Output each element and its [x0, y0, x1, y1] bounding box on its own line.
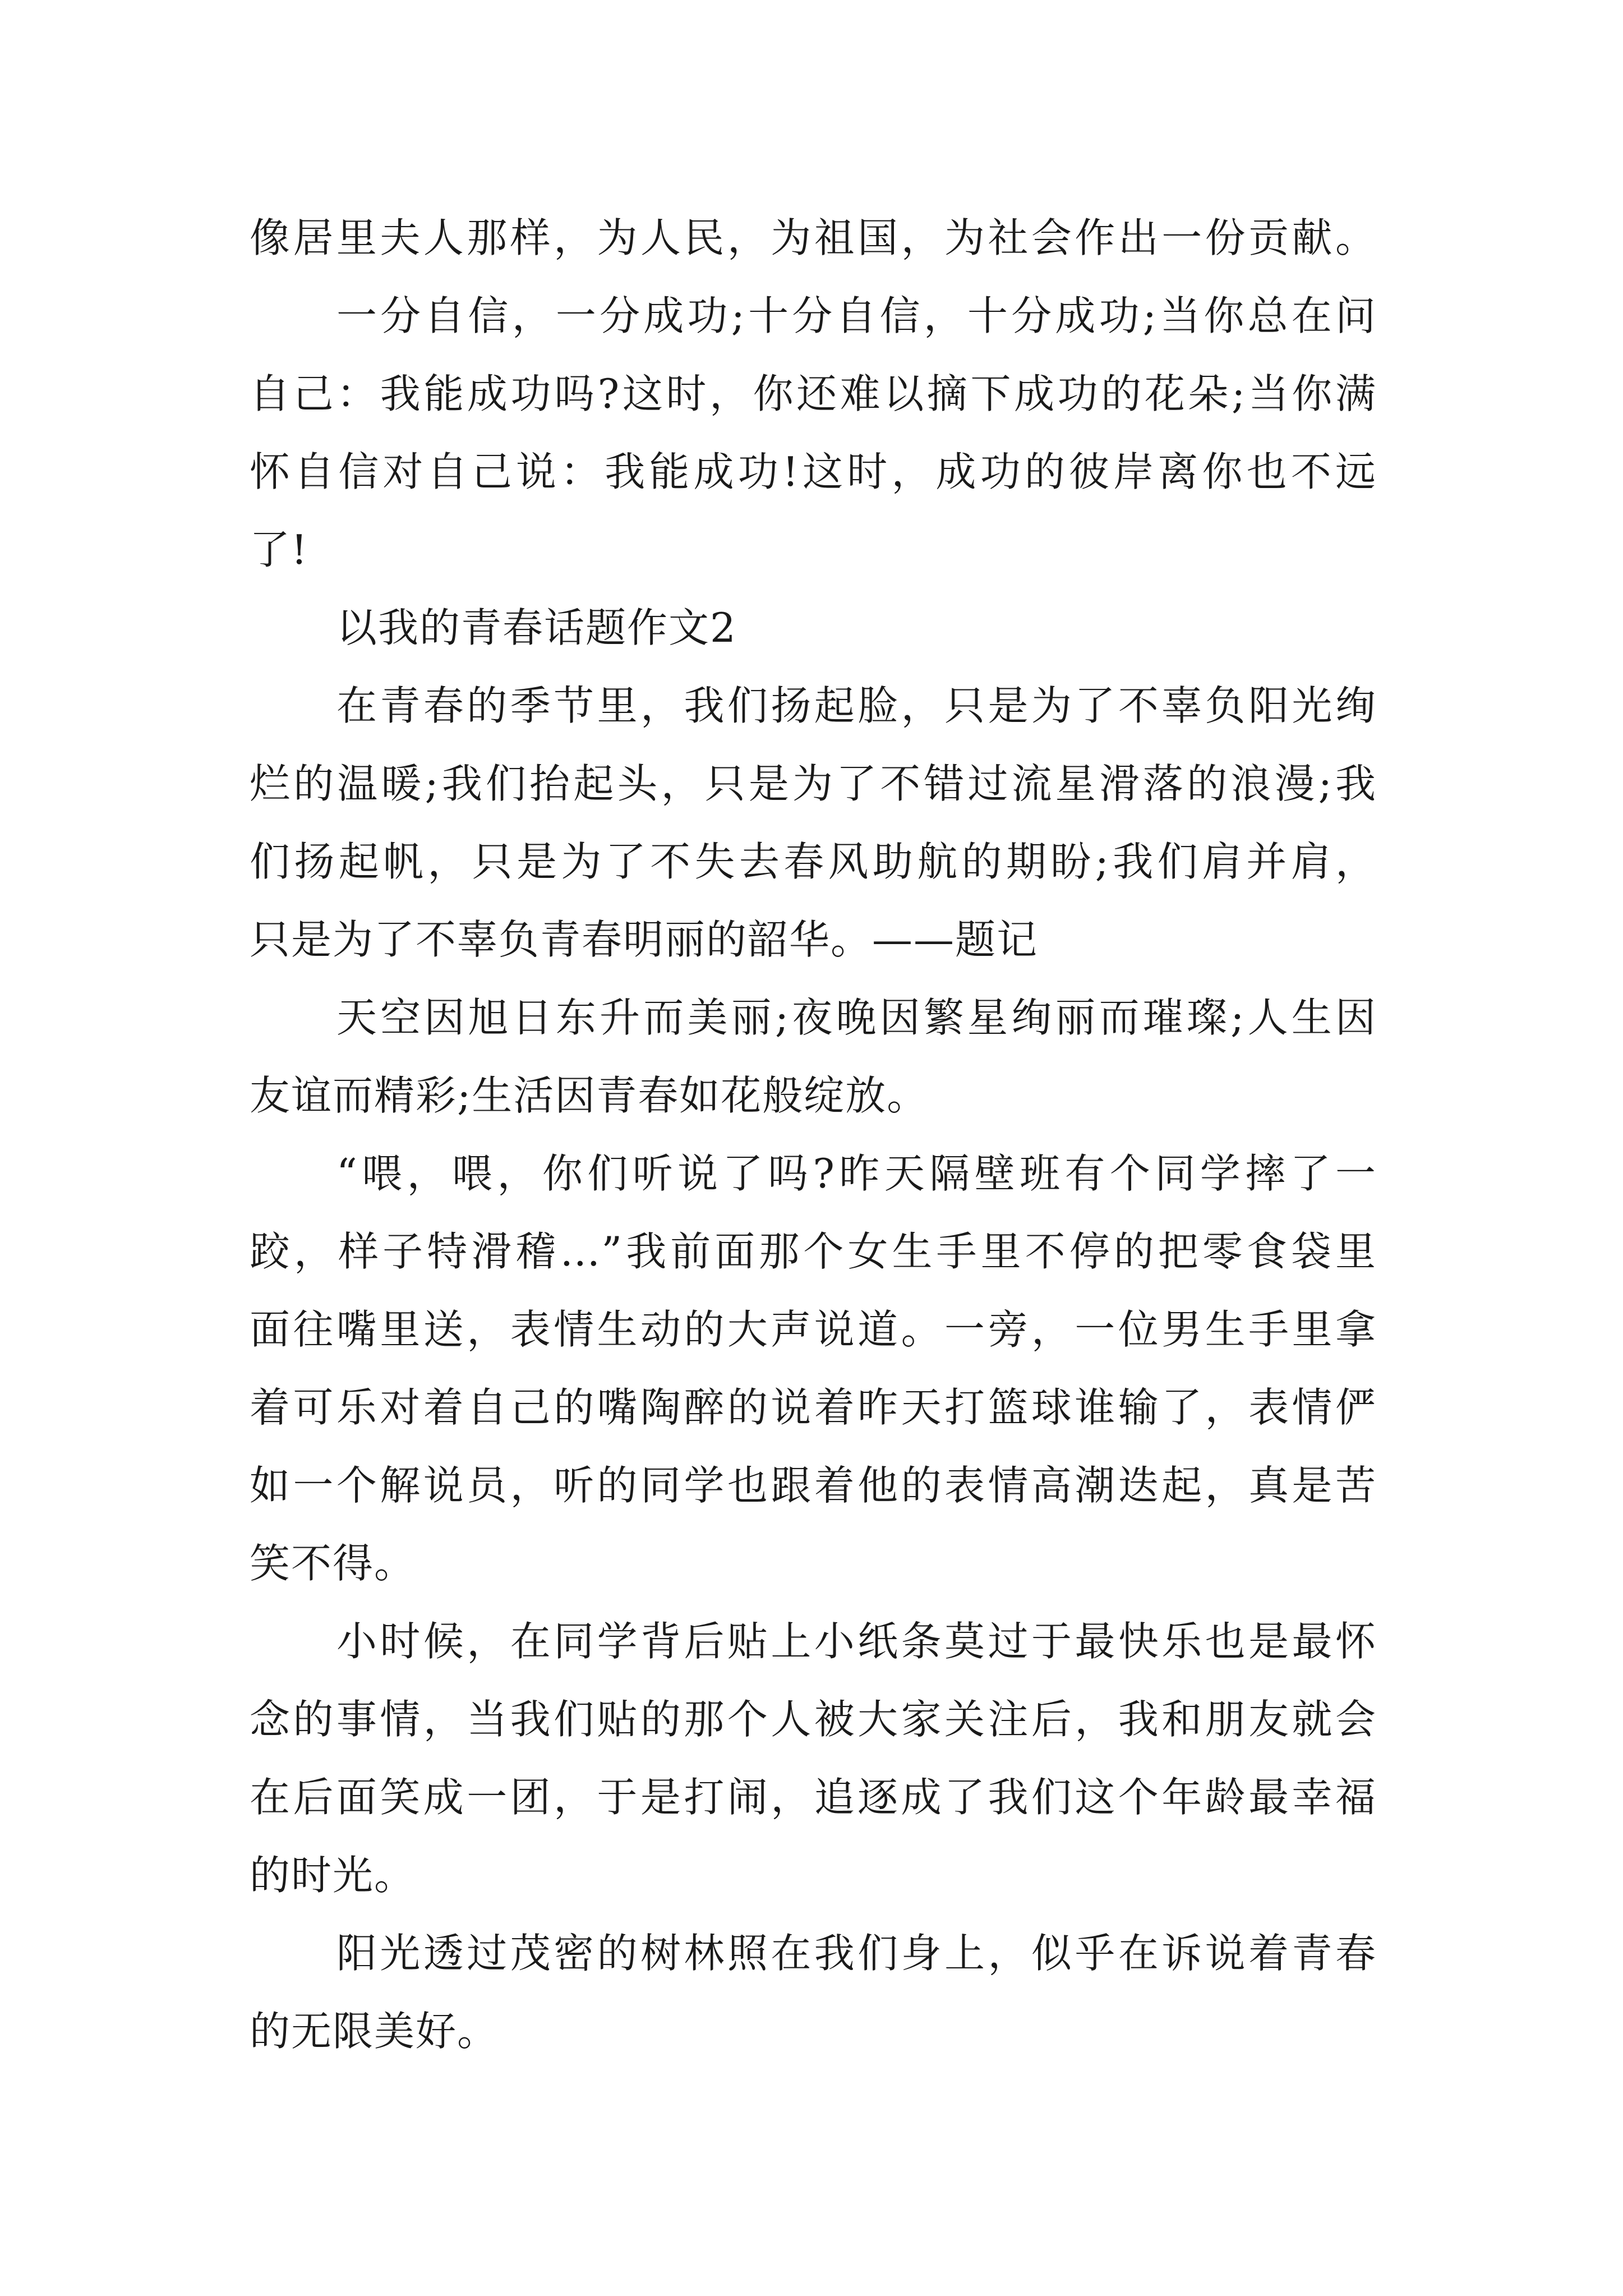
- text-line: 天空因旭日东升而美丽;夜晚因繁星绚丽而璀璨;人生因: [336, 994, 1377, 1041]
- text-line: 自己：我能成功吗?这时，你还难以摘下成功的花朵;当你满: [250, 370, 1377, 417]
- text-line: “喂，喂，你们听说了吗?昨天隔壁班有个同学摔了一: [336, 1150, 1377, 1197]
- text-line: 们扬起帆，只是为了不失去春风助航的期盼;我们肩并肩，: [250, 838, 1377, 885]
- text-line: 阳光透过茂密的树林照在我们身上，似乎在诉说着青春: [336, 1930, 1377, 1977]
- text-line: 烂的温暖;我们抬起头，只是为了不错过流星滑落的浪漫;我: [250, 760, 1377, 807]
- text-line: 在青春的季节里，我们扬起脸，只是为了不辜负阳光绚: [336, 682, 1377, 729]
- text-line: 着可乐对着自己的嘴陶醉的说着昨天打篮球谁输了，表情俨: [250, 1384, 1377, 1431]
- text-line: 笑不得。: [250, 1540, 416, 1587]
- text-line: 了!: [250, 526, 308, 573]
- text-line: 友谊而精彩;生活因青春如花般绽放。: [250, 1072, 929, 1119]
- text-line: 像居里夫人那样，为人民，为祖国，为社会作出一份贡献。: [250, 214, 1377, 261]
- text-line: 跤，样子特滑稽…”我前面那个女生手里不停的把零食袋里: [250, 1228, 1377, 1275]
- text-line: 小时候，在同学背后贴上小纸条莫过于最快乐也是最怀: [336, 1618, 1377, 1665]
- text-line: 念的事情，当我们贴的那个人被大家关注后，我和朋友就会: [250, 1696, 1377, 1743]
- text-line: 只是为了不辜负青春明丽的韶华。——题记: [250, 916, 1039, 963]
- text-line: 一分自信，一分成功;十分自信，十分成功;当你总在问: [336, 292, 1377, 339]
- section-heading: 以我的青春话题作文2: [336, 604, 737, 651]
- text-line: 在后面笑成一团，于是打闹，追逐成了我们这个年龄最幸福: [250, 1774, 1377, 1821]
- document-body: [250, 199, 1377, 2070]
- text-line: 的时光。: [250, 1852, 416, 1899]
- text-line: 的无限美好。: [250, 2008, 499, 2055]
- text-line: 怀自信对自己说：我能成功!这时，成功的彼岸离你也不远: [250, 448, 1377, 495]
- text-line: 如一个解说员，听的同学也跟着他的表情高潮迭起，真是苦: [250, 1462, 1377, 1509]
- text-line: 面往嘴里送，表情生动的大声说道。一旁，一位男生手里拿: [250, 1306, 1377, 1353]
